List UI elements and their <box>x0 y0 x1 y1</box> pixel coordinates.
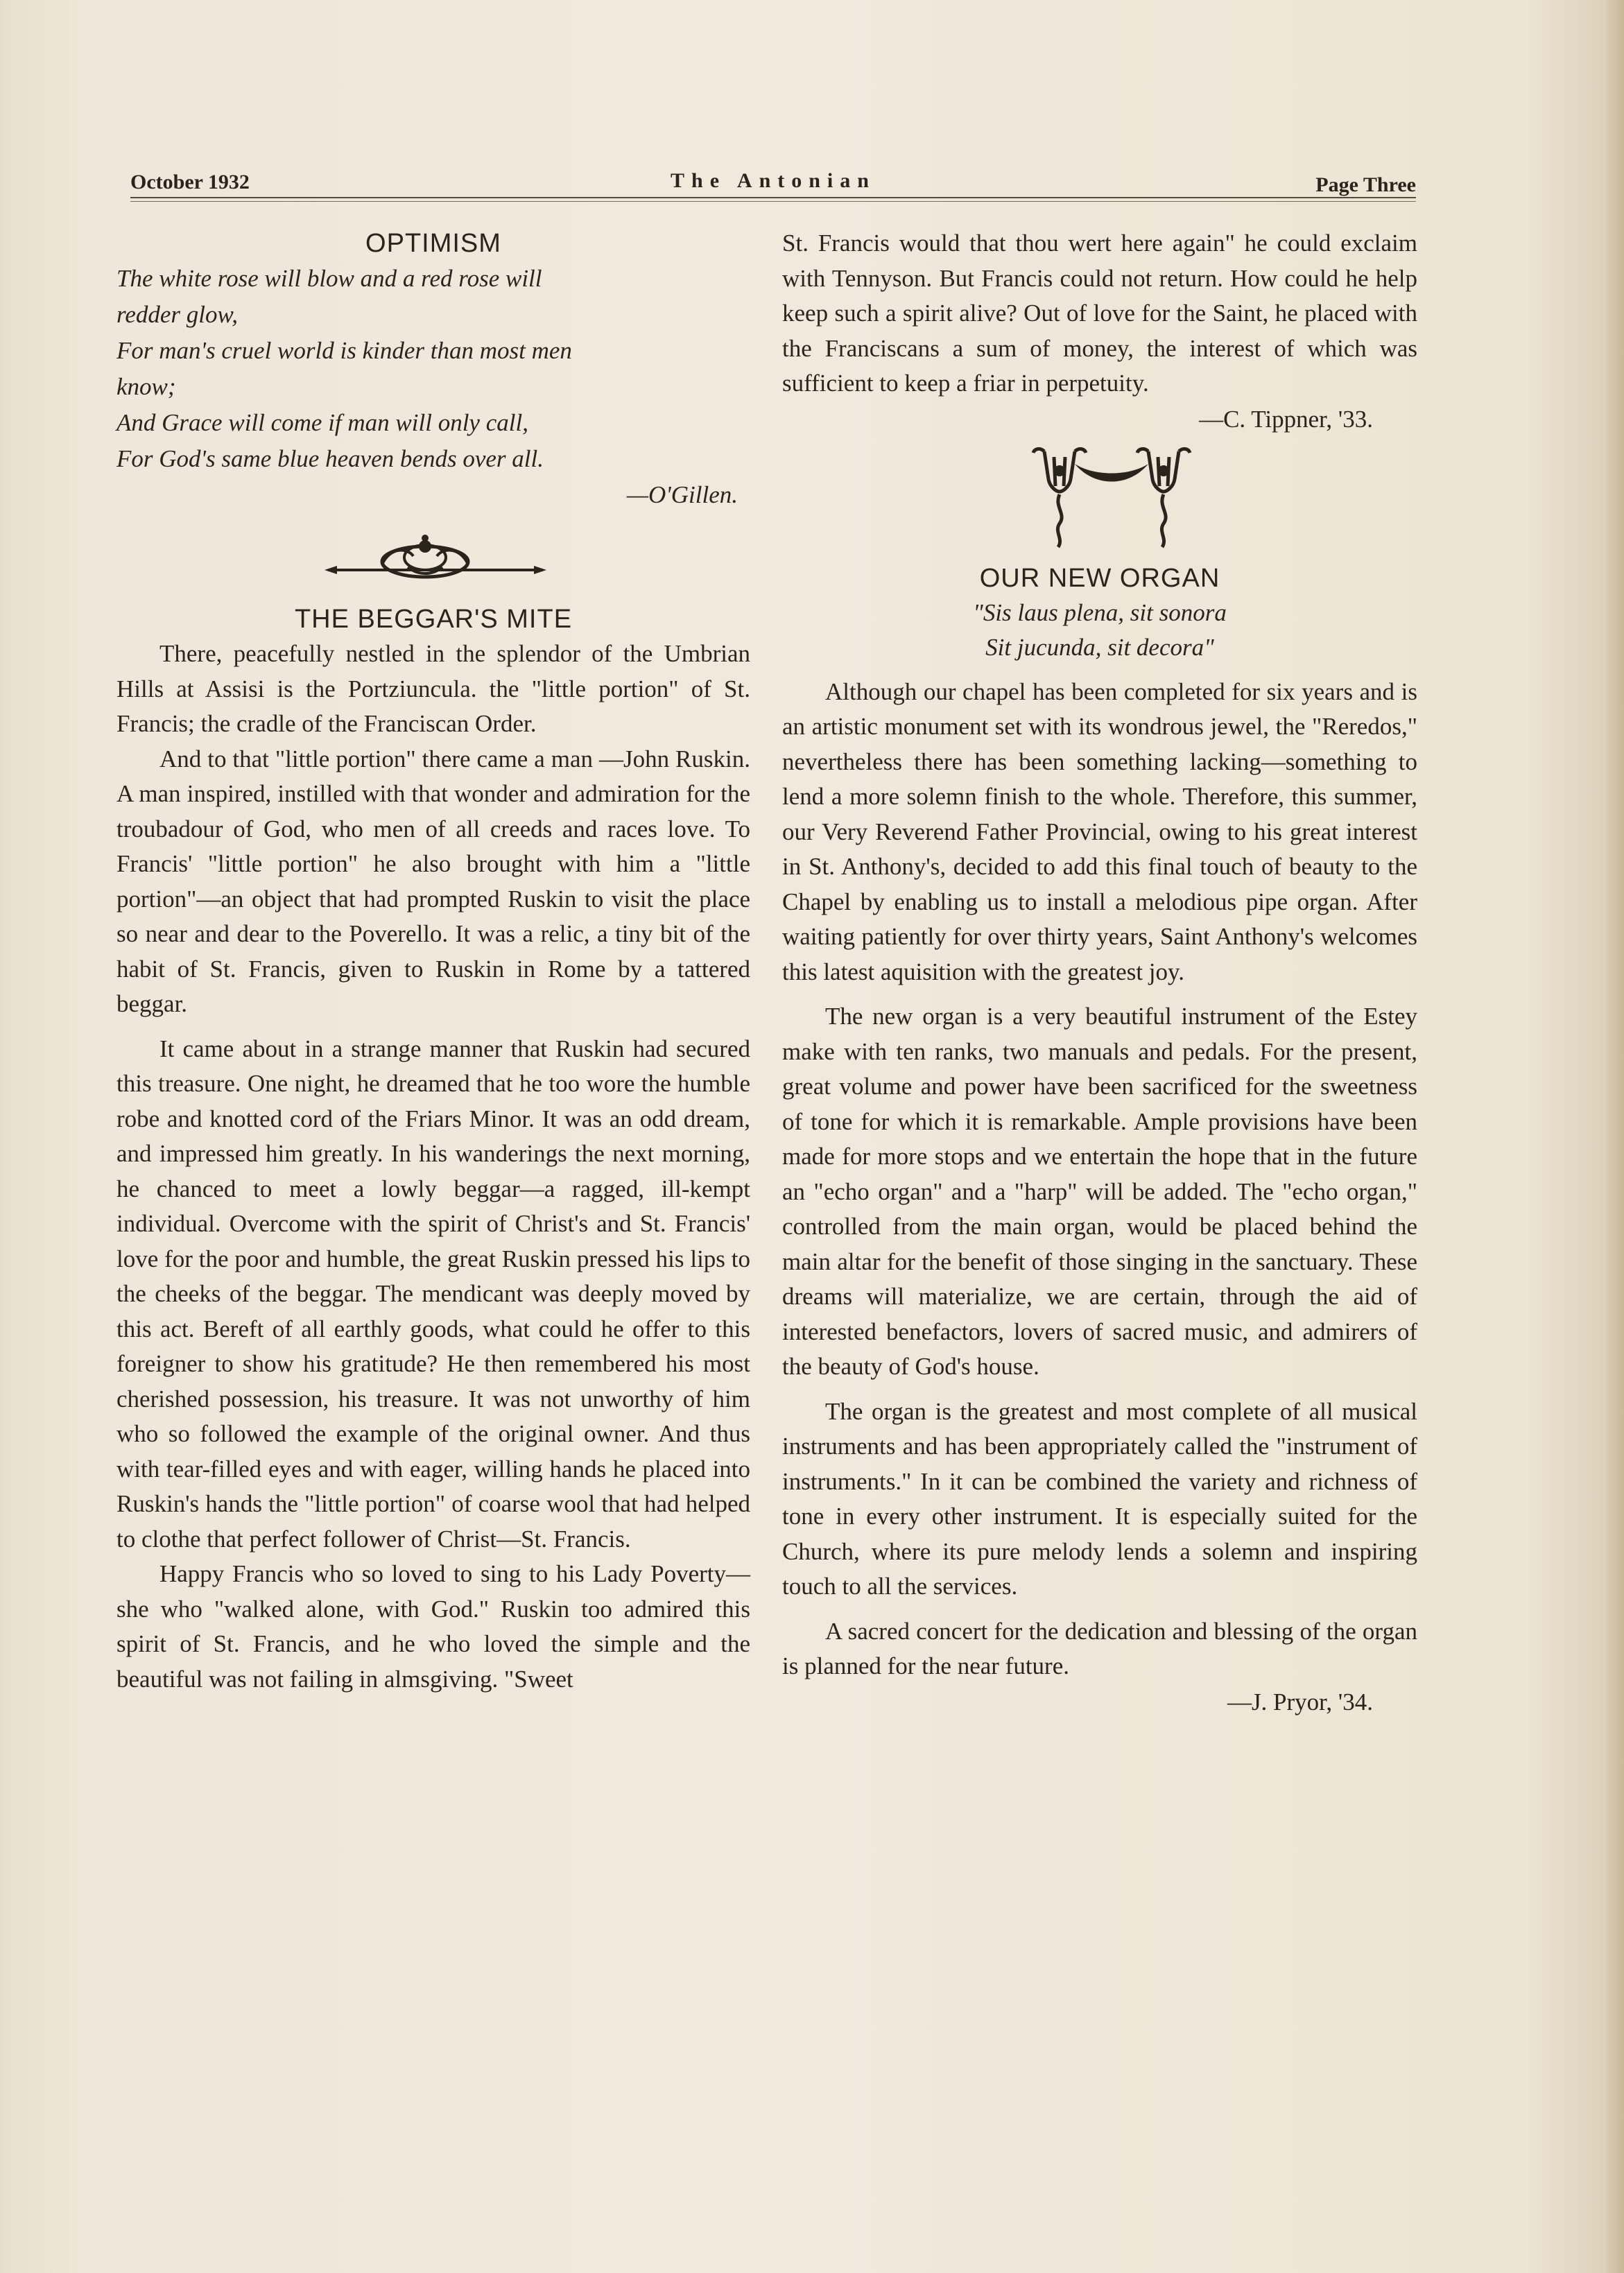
header-publication: The Antonian <box>671 169 876 192</box>
header-rule-thin <box>130 201 1416 202</box>
beggars-mite-continuation: St. Francis would that thou wert here again" he could exclaim with Tennyson. But Francis could not return. How could he help keep such a spirit alive? Out of love for the Saint, he placed with the Franciscans a sum of money, the interest of which was sufficient to keep a friar in perpetuity. <box>782 230 1417 397</box>
scroll-ornament-icon <box>116 513 750 596</box>
page-edge <box>1606 0 1624 2273</box>
beggars-mite-author: —C. Tippner, '33. <box>1199 405 1373 433</box>
poem-line: And Grace will come if man will only call, <box>116 409 528 436</box>
lyre-ornament-icon <box>782 438 1417 555</box>
left-column <box>116 226 750 1697</box>
optimism-title: OPTIMISM <box>365 229 501 258</box>
new-organ-paragraph: Although our chapel has been completed for six years and is an artistic monument set with its wondrous jewel, the "Reredos," nevertheless there has been something lacking—something to lend a more solemn finish to the whole. Therefore, this summer, our Very Reverend Father Provincial, owing to his great interest in St. Anthony's, decided to add this final touch of beauty to the Chapel by enabling us to install a melodious pipe organ. After waiting patiently for over thirty years, Saint Anthony's welcomes this latest aquisition with the greatest joy. <box>782 677 1417 985</box>
beggars-mite-paragraph: It came about in a strange manner that Ruskin had secured this treasure. One night, he dreamed that he too wore the humble robe and knotted cord of the Friars Minor. It was an odd dream, and impressed him greatly. In his wanderings the next morning, he chanced to meet a lowly beggar—a ragged, ill-kempt individual. Overcome with the spirit of Christ's and St. Francis' love for the poor and humble, the great Ruskin pressed his lips to the cheeks of the beggar. The mendicant was deeply moved by this act. Bereft of all earthly goods, what could he offer to this foreigner to show his gratitude? He then remembered his most cherished possession, his treasure. It was not unworthy of him who so followed the example of the original owner. And thus with tear-filled eyes and with eager, willing hands he placed into Ruskin's hands the "little portion" of coarse wool that had helped to clothe that perfect follower of Christ—St. Francis. <box>116 1035 750 1553</box>
header-date: October 1932 <box>130 171 250 193</box>
beggars-mite-paragraph: There, peacefully nestled in the splendor of the Umbrian Hills at Assisi is the Portziuncula. the "little portion" of St. Francis; the cradle of the Franciscan Order. <box>116 640 750 737</box>
beggars-mite-paragraph: Happy Francis who so loved to sing to his Lady Poverty—she who "walked alone, with God." Ruskin too admired this spirit of St. Francis, and he who loved the simple and the beautiful was not failing in almsgiving. "Sweet <box>116 1560 750 1693</box>
poem-line: redder glow, <box>116 301 238 328</box>
poem-line: The white rose will blow and a red rose will <box>116 265 542 292</box>
new-organ-paragraph: The organ is the greatest and most complete of all musical instruments and has been appropriately called the "instrument of instruments." In it can be combined the variety and richness of tone in every other instrument. It is especially suited for the Church, where its pure melody lends a solemn and inspiring touch to all the services. <box>782 1397 1417 1600</box>
new-organ-author: —J. Pryor, '34. <box>1227 1688 1373 1715</box>
new-organ-motto-line: "Sis laus plena, sit sonora <box>973 598 1227 626</box>
optimism-author: —O'Gillen. <box>626 481 738 508</box>
new-organ-paragraph: A sacred concert for the dedication and blessing of the organ is planned for the near future. <box>782 1617 1417 1679</box>
poem-line: For man's cruel world is kinder than most men <box>116 337 572 364</box>
new-organ-paragraph: The new organ is a very beautiful instrument of the Estey make with ten ranks, two manuals and pedals. For the present, great volume and power have been sacrificed for the sweetness of tone for which it is remarkable. Ample provisions have been made for more stops and we entertain the hope that in the future an "echo organ" and a "harp" will be added. The "echo organ," controlled from the main organ, would be placed behind the main altar for the benefit of those singing in the sanctuary. These dreams will materialize, we are certain, through the aid of interested benefactors, lovers of sacred music, and admirers of the beauty of God's house. <box>782 1003 1417 1380</box>
right-column <box>782 226 1417 1720</box>
beggars-mite-title: THE BEGGAR'S MITE <box>294 605 573 634</box>
header-rule <box>130 197 1416 198</box>
optimism-poem <box>116 261 750 513</box>
beggars-mite-paragraph: And to that "little portion" there came a man —John Ruskin. A man inspired, instilled with that wonder and admiration for the troubadour of God, who men of all creeds and races love. To Francis' "little portion" he also brought with him a "little portion"—an object that had prompted Ruskin to visit the place so near and dear to the Poverello. It was a relic, a tiny bit of the habit of St. Francis, given to Ruskin in Rome by a tattered beggar. <box>116 745 750 1017</box>
poem-line: know; <box>116 373 176 400</box>
poem-line: For God's same blue heaven bends over all. <box>116 445 544 472</box>
header-page-number: Page Three <box>1315 173 1416 196</box>
new-organ-title: OUR NEW ORGAN <box>979 563 1220 593</box>
running-header <box>130 166 1416 197</box>
new-organ-motto-line: Sit jucunda, sit decora" <box>985 633 1214 661</box>
